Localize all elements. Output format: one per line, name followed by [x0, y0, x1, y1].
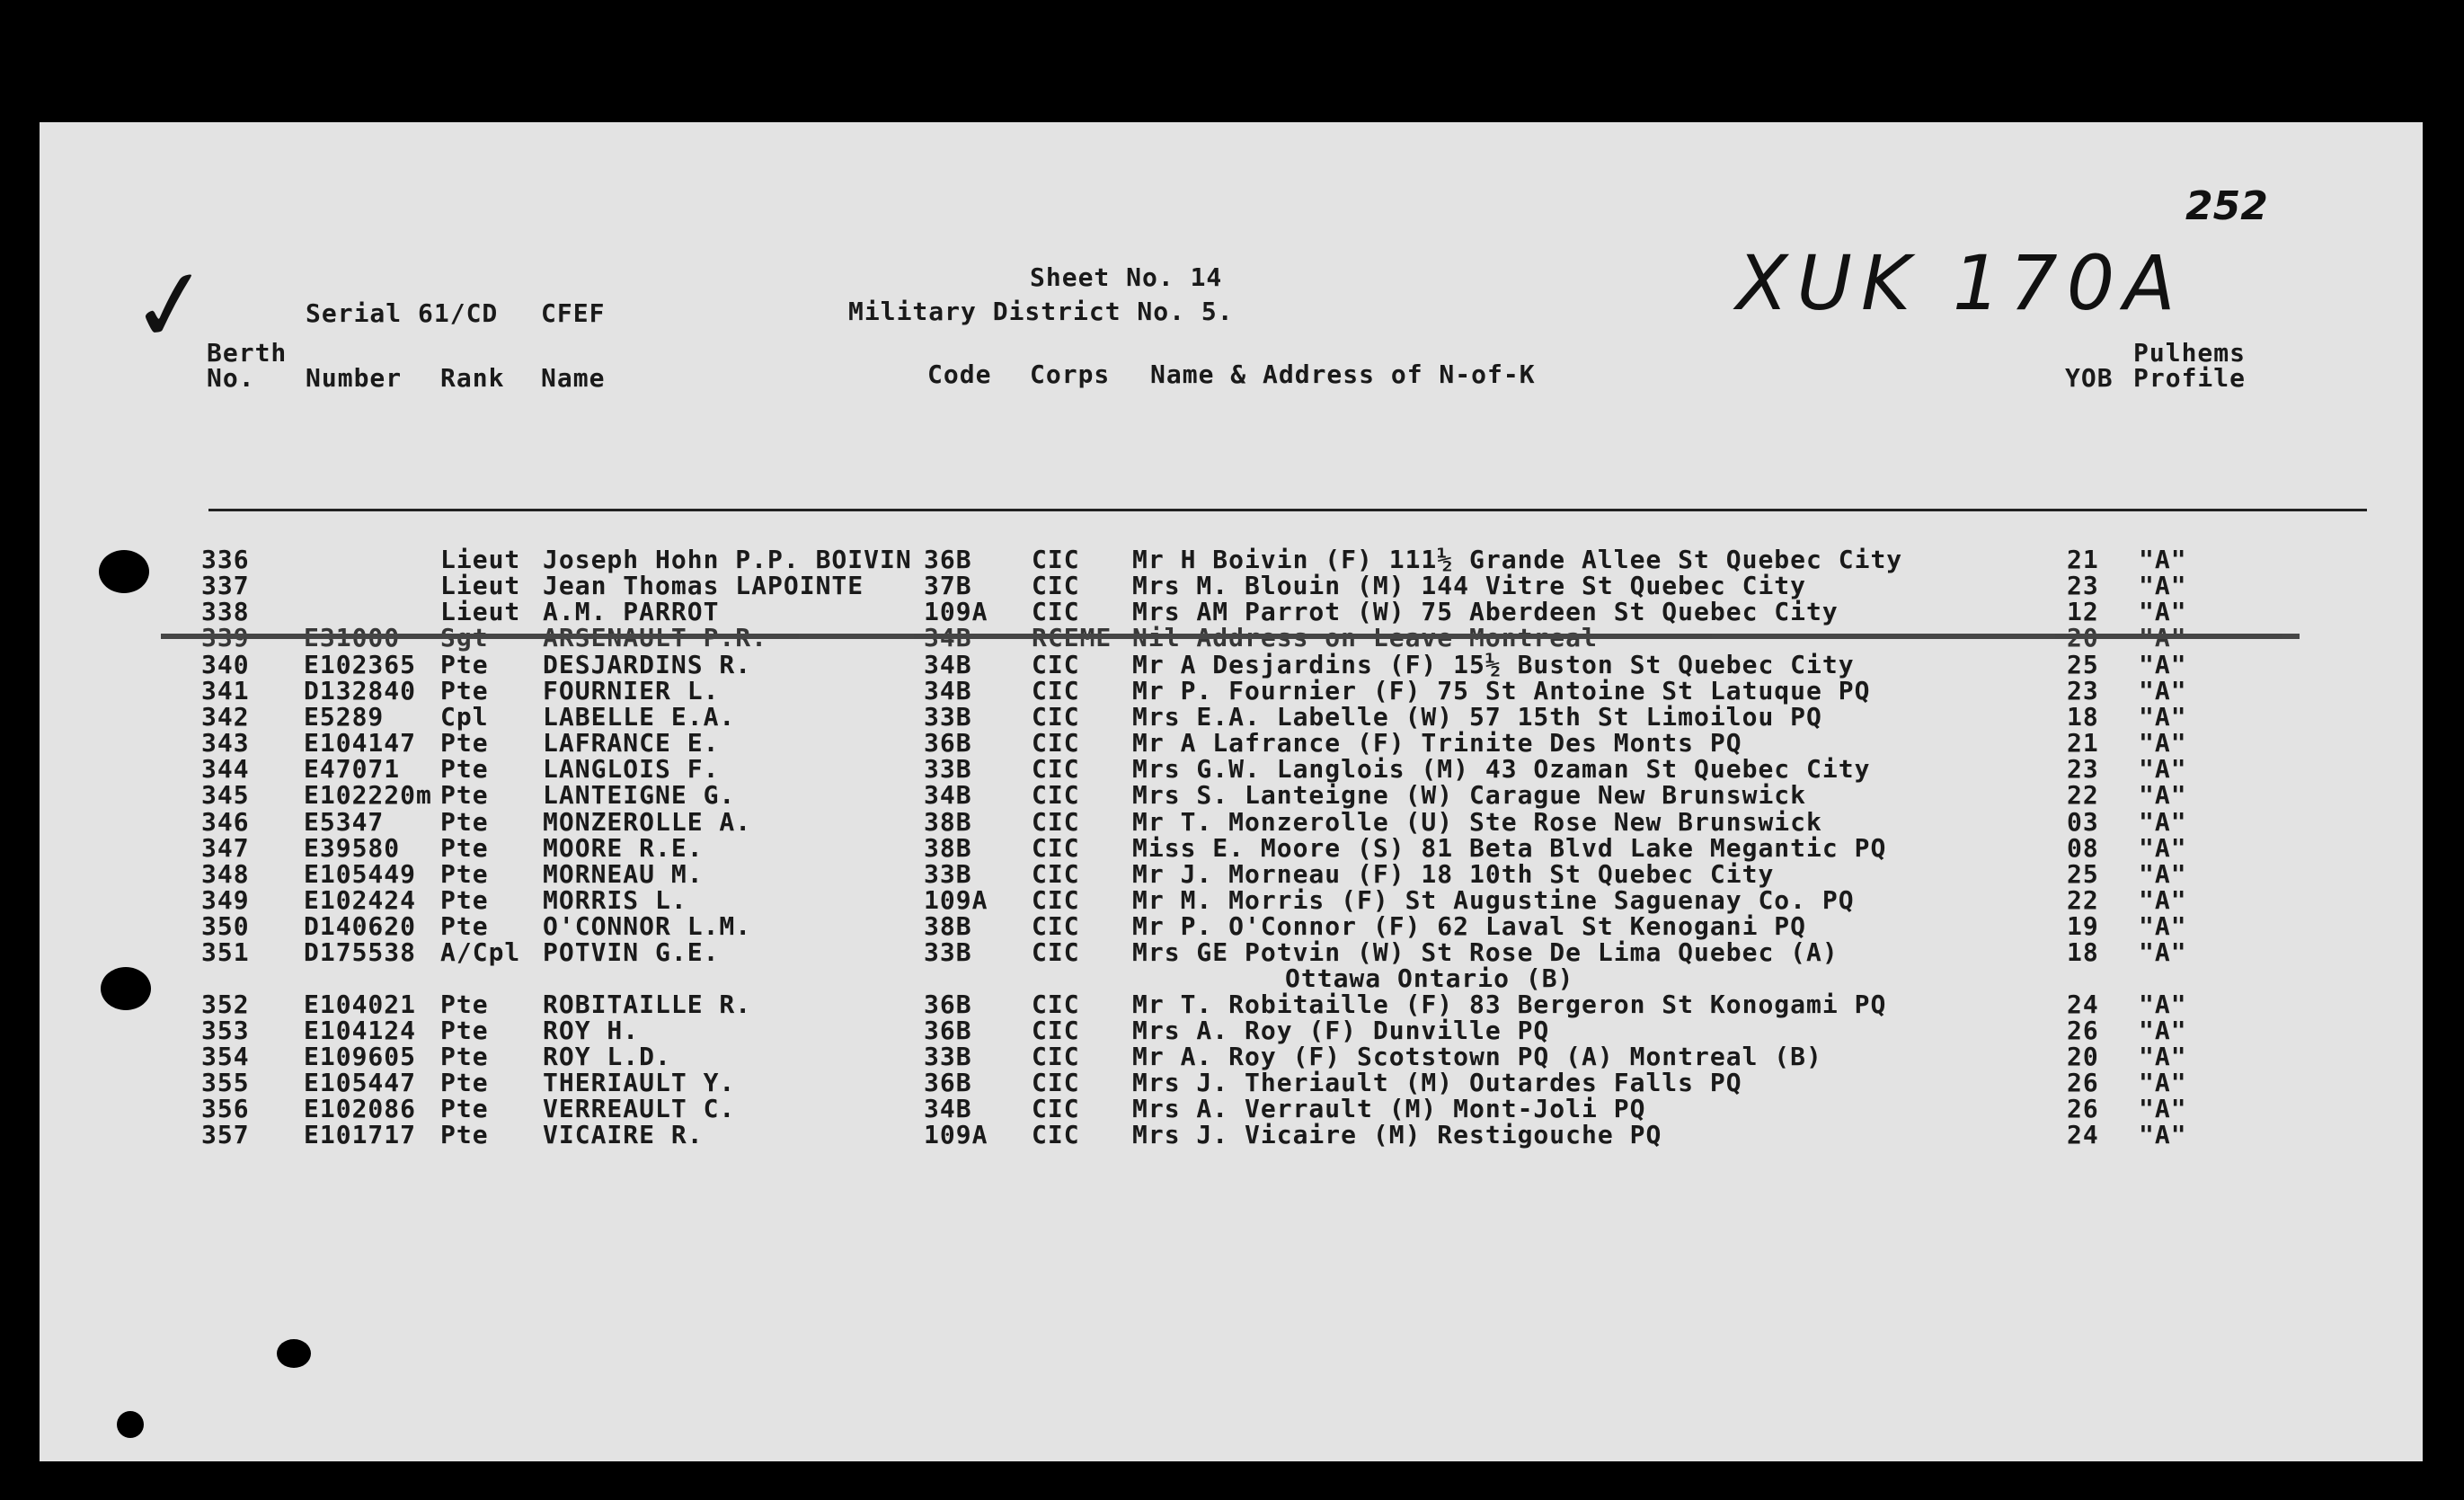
sheet-number: Sheet No. 14: [1030, 262, 1223, 292]
cell-name: ROBITAILLE R.: [543, 990, 752, 1019]
document-sheet: [40, 122, 2423, 1461]
col-pulhems-header-line2: Profile: [2133, 363, 2247, 393]
col-yob-header: YOB: [2065, 363, 2114, 393]
cell-berth: 346: [201, 807, 250, 837]
cell-berth: 348: [201, 859, 250, 889]
cell-corps: CIC: [1032, 571, 1080, 600]
col-berth-header-line1: Berth: [207, 338, 288, 368]
cell-name: VICAIRE R.: [543, 1120, 704, 1149]
cell-name: LABELLE E.A.: [543, 702, 736, 732]
cell-nok: Mr A Desjardins (F) 15½ Buston St Quebec City: [1132, 650, 1855, 679]
cell-code: 34B: [924, 676, 972, 706]
cell-corps: CIC: [1032, 650, 1080, 679]
cell-corps: CIC: [1032, 937, 1080, 967]
punch-hole-lower: [101, 967, 151, 1010]
cell-name: ROY H.: [543, 1016, 640, 1045]
cell-name: MONZEROLLE A.: [543, 807, 752, 837]
cell-number: E104147: [304, 728, 417, 758]
cell-nok: Mr H Boivin (F) 111½ Grande Allee St Quebec City: [1132, 545, 1903, 574]
military-district: Military District No. 5.: [848, 297, 1234, 326]
cell-berth: 341: [201, 676, 250, 706]
cell-code: 36B: [924, 1016, 972, 1045]
cell-nok: Mrs A. Verrault (M) Mont-Joli PQ: [1132, 1094, 1646, 1123]
cell-nok: Miss E. Moore (S) 81 Beta Blvd Lake Megantic PQ: [1132, 833, 1887, 863]
cell-code: 38B: [924, 807, 972, 837]
cell-code: 36B: [924, 1068, 972, 1097]
cell-profile: "A": [2139, 728, 2187, 758]
cell-number: E5347: [304, 807, 385, 837]
cell-profile: "A": [2139, 1094, 2187, 1123]
cell-corps: CIC: [1032, 859, 1080, 889]
cell-berth: 342: [201, 702, 250, 732]
cell-rank: Pte: [440, 728, 489, 758]
cell-code: 34B: [924, 650, 972, 679]
cell-code: 36B: [924, 990, 972, 1019]
cell-rank: Pte: [440, 780, 489, 810]
cell-nok: Mrs S. Lanteigne (W) Carague New Brunswick: [1132, 780, 1807, 810]
table-row: [40, 702, 2423, 732]
cell-rank: Pte: [440, 1094, 489, 1123]
col-rank-header: Rank: [440, 363, 505, 393]
cell-name: LANTEIGNE G.: [543, 780, 736, 810]
cell-rank: Pte: [440, 911, 489, 941]
cell-code: 38B: [924, 833, 972, 863]
cell-rank: Pte: [440, 990, 489, 1019]
table-row: [40, 597, 2423, 624]
cell-number: D132840: [304, 676, 417, 706]
cell-corps: CIC: [1032, 911, 1080, 941]
cell-nok: Mrs M. Blouin (M) 144 Vitre St Quebec City: [1132, 571, 1807, 600]
cell-name: LAFRANCE E.: [543, 728, 720, 758]
cell-code: 109A: [924, 1120, 988, 1149]
col-nok-header: Name & Address of N-of-K: [1150, 359, 1536, 389]
cell-yob: 12: [2067, 597, 2099, 626]
cell-name: FOURNIER L.: [543, 676, 720, 706]
cell-profile: "A": [2139, 807, 2187, 837]
table-row: [40, 937, 2423, 993]
cell-berth: 353: [201, 1016, 250, 1045]
table-row: [40, 676, 2423, 706]
cell-profile: "A": [2139, 859, 2187, 889]
cell-rank: Pte: [440, 650, 489, 679]
cell-number: E5289: [304, 702, 385, 732]
cell-nok: Mrs J. Vicaire (M) Restigouche PQ: [1132, 1120, 1662, 1149]
cell-berth: 350: [201, 911, 250, 941]
cell-number: E102220m: [304, 780, 432, 810]
cell-profile: "A": [2139, 754, 2187, 784]
cell-nok: Mrs A. Roy (F) Dunville PQ: [1132, 1016, 1550, 1045]
table-row: [40, 1068, 2423, 1095]
cell-rank: Pte: [440, 676, 489, 706]
cell-number: D140620: [304, 911, 417, 941]
cell-profile: "A": [2139, 545, 2187, 574]
cell-yob: 23: [2067, 754, 2099, 784]
cell-berth: 338: [201, 597, 250, 626]
cell-nok: Mr T. Robitaille (F) 83 Bergeron St Konogami PQ: [1132, 990, 1887, 1019]
cell-corps: CIC: [1032, 676, 1080, 706]
cell-code: 33B: [924, 859, 972, 889]
cell-berth: 337: [201, 571, 250, 600]
cell-nok: Mr M. Morris (F) St Augustine Saguenay Co. PQ: [1132, 885, 1855, 915]
cell-yob: 22: [2067, 885, 2099, 915]
cell-corps: CIC: [1032, 754, 1080, 784]
cell-corps: CIC: [1032, 1120, 1080, 1149]
cell-yob: 20: [2067, 1042, 2099, 1071]
cell-nok-line2: Ottawa Ontario (B): [1285, 963, 1574, 993]
cell-name: MORNEAU M.: [543, 859, 704, 889]
cell-number: E39580: [304, 833, 401, 863]
cell-yob: 21: [2067, 728, 2099, 758]
header-rule: [208, 509, 2367, 511]
cell-number: E101717: [304, 1120, 417, 1149]
cell-name: THERIAULT Y.: [543, 1068, 736, 1097]
cell-yob: 18: [2067, 702, 2099, 732]
cell-nok: Mr T. Monzerolle (U) Ste Rose New Brunswick: [1132, 807, 1822, 837]
cell-rank: Pte: [440, 1016, 489, 1045]
cell-name: Joseph Hohn P.P. BOIVIN: [543, 545, 912, 574]
col-corps-header: Corps: [1030, 359, 1111, 389]
cell-yob: 24: [2067, 1120, 2099, 1149]
speck: [117, 1411, 144, 1438]
cell-number: E105449: [304, 859, 417, 889]
cell-corps: CIC: [1032, 807, 1080, 837]
cell-number: E104021: [304, 990, 417, 1019]
col-berth-header-line2: No.: [207, 363, 255, 393]
cell-profile: "A": [2139, 990, 2187, 1019]
cell-rank: Lieut: [440, 571, 521, 600]
cell-nok: Mr A. Roy (F) Scotstown PQ (A) Montreal (B): [1132, 1042, 1822, 1071]
cell-profile: "A": [2139, 780, 2187, 810]
cell-corps: CIC: [1032, 1094, 1080, 1123]
cell-corps: CIC: [1032, 885, 1080, 915]
cell-name: DESJARDINS R.: [543, 650, 752, 679]
cell-nok: Mrs GE Potvin (W) St Rose De Lima Quebec (A): [1132, 937, 1839, 967]
table-row: [40, 807, 2423, 837]
cell-yob: 26: [2067, 1068, 2099, 1097]
cell-rank: Lieut: [440, 545, 521, 574]
cell-profile: "A": [2139, 650, 2187, 679]
cell-berth: 355: [201, 1068, 250, 1097]
cell-profile: "A": [2139, 702, 2187, 732]
cell-code: 34B: [924, 780, 972, 810]
cell-berth: 356: [201, 1094, 250, 1123]
cell-code: 33B: [924, 702, 972, 732]
speck: [277, 1339, 311, 1368]
strikethrough-line: [161, 634, 2300, 639]
cell-berth: 349: [201, 885, 250, 915]
table-row: [40, 833, 2423, 863]
cell-corps: CIC: [1032, 780, 1080, 810]
col-code-header: Code: [927, 359, 992, 389]
table-row: [40, 623, 2423, 650]
cell-yob: 03: [2067, 807, 2099, 837]
table-row: [40, 728, 2423, 758]
cell-yob: 24: [2067, 990, 2099, 1019]
col-number-header: Number: [306, 363, 403, 393]
cell-number: D175538: [304, 937, 417, 967]
cell-nok: Mr A Lafrance (F) Trinite Des Monts PQ: [1132, 728, 1742, 758]
cell-corps: CIC: [1032, 1042, 1080, 1071]
cell-number: E104124: [304, 1016, 417, 1045]
cell-number: E102424: [304, 885, 417, 915]
cell-profile: "A": [2139, 1042, 2187, 1071]
table-row: [40, 754, 2423, 784]
cell-rank: Pte: [440, 1120, 489, 1149]
cell-corps: CIC: [1032, 597, 1080, 626]
cell-rank: A/Cpl: [440, 937, 521, 967]
cell-name: MOORE R.E.: [543, 833, 704, 863]
cell-corps: CIC: [1032, 728, 1080, 758]
cell-profile: "A": [2139, 937, 2187, 967]
cell-number: E102365: [304, 650, 417, 679]
table-row: [40, 571, 2423, 598]
table-row: [40, 990, 2423, 1019]
cell-nok: Mr P. Fournier (F) 75 St Antoine St Latuque PQ: [1132, 676, 1871, 706]
cell-corps: CIC: [1032, 702, 1080, 732]
cell-code: 36B: [924, 545, 972, 574]
cell-code: 109A: [924, 885, 988, 915]
cell-corps: CIC: [1032, 1016, 1080, 1045]
cell-berth: 336: [201, 545, 250, 574]
cell-rank: Pte: [440, 1042, 489, 1071]
cell-yob: 08: [2067, 833, 2099, 863]
cell-yob: 25: [2067, 859, 2099, 889]
cell-name: POTVIN G.E.: [543, 937, 720, 967]
table-row: [40, 1120, 2423, 1147]
cell-code: 34B: [924, 1094, 972, 1123]
cell-name: LANGLOIS F.: [543, 754, 720, 784]
cell-corps: CIC: [1032, 990, 1080, 1019]
cell-number: E102086: [304, 1094, 417, 1123]
cell-yob: 19: [2067, 911, 2099, 941]
unit-label: CFEF: [541, 298, 606, 328]
cell-profile: "A": [2139, 833, 2187, 863]
table-row: [40, 545, 2423, 572]
table-row: [40, 1042, 2423, 1069]
cell-rank: Pte: [440, 885, 489, 915]
cell-nok: Mrs J. Theriault (M) Outardes Falls PQ: [1132, 1068, 1742, 1097]
cell-yob: 21: [2067, 545, 2099, 574]
cell-corps: CIC: [1032, 833, 1080, 863]
cell-profile: "A": [2139, 885, 2187, 915]
cell-name: MORRIS L.: [543, 885, 687, 915]
cell-rank: Pte: [440, 859, 489, 889]
cell-rank: Pte: [440, 807, 489, 837]
table-row: [40, 1016, 2423, 1043]
cell-profile: "A": [2139, 676, 2187, 706]
cell-berth: 354: [201, 1042, 250, 1071]
table-row: [40, 911, 2423, 941]
punch-hole-upper: [99, 550, 149, 593]
cell-nok: Mr P. O'Connor (F) 62 Laval St Kenogani PQ: [1132, 911, 1807, 941]
cell-name: A.M. PARROT: [543, 597, 720, 626]
cell-berth: 343: [201, 728, 250, 758]
serial-label: Serial 61/CD: [306, 298, 499, 328]
cell-name: O'CONNOR L.M.: [543, 911, 752, 941]
cell-number: E109605: [304, 1042, 417, 1071]
cell-code: 36B: [924, 728, 972, 758]
cell-berth: 345: [201, 780, 250, 810]
cell-yob: 25: [2067, 650, 2099, 679]
cell-number: E105447: [304, 1068, 417, 1097]
cell-berth: 340: [201, 650, 250, 679]
table-row: [40, 1094, 2423, 1121]
cell-profile: "A": [2139, 911, 2187, 941]
cell-code: 109A: [924, 597, 988, 626]
cell-berth: 352: [201, 990, 250, 1019]
cell-rank: Cpl: [440, 702, 489, 732]
check-mark: ✓: [121, 243, 220, 368]
cell-rank: Lieut: [440, 597, 521, 626]
cell-nok: Mrs AM Parrot (W) 75 Aberdeen St Quebec City: [1132, 597, 1839, 626]
cell-name: Jean Thomas LAPOINTE: [543, 571, 864, 600]
cell-yob: 26: [2067, 1094, 2099, 1123]
cell-nok: Mrs G.W. Langlois (M) 43 Ozaman St Quebec City: [1132, 754, 1871, 784]
cell-code: 38B: [924, 911, 972, 941]
cell-berth: 351: [201, 937, 250, 967]
cell-rank: Pte: [440, 754, 489, 784]
cell-corps: CIC: [1032, 1068, 1080, 1097]
table-row: [40, 650, 2423, 677]
cell-profile: "A": [2139, 597, 2187, 626]
cell-number: E47071: [304, 754, 401, 784]
cell-yob: 23: [2067, 676, 2099, 706]
cell-profile: "A": [2139, 571, 2187, 600]
cell-yob: 26: [2067, 1016, 2099, 1045]
cell-code: 37B: [924, 571, 972, 600]
cell-yob: 18: [2067, 937, 2099, 967]
cell-berth: 347: [201, 833, 250, 863]
cell-yob: 23: [2067, 571, 2099, 600]
table-row: [40, 885, 2423, 915]
cell-berth: 344: [201, 754, 250, 784]
cell-berth: 357: [201, 1120, 250, 1149]
cell-code: 33B: [924, 1042, 972, 1071]
table-row: [40, 780, 2423, 810]
cell-name: VERREAULT C.: [543, 1094, 736, 1123]
cell-rank: Pte: [440, 833, 489, 863]
handwritten-reference: XUK 170A: [1736, 239, 2185, 327]
cell-code: 33B: [924, 937, 972, 967]
cell-yob: 22: [2067, 780, 2099, 810]
col-pulhems-header-line1: Pulhems: [2133, 338, 2247, 368]
page-number: 252: [2185, 183, 2268, 229]
col-name-header: Name: [541, 363, 606, 393]
cell-rank: Pte: [440, 1068, 489, 1097]
cell-nok: Mrs E.A. Labelle (W) 57 15th St Limoilou PQ: [1132, 702, 1822, 732]
cell-profile: "A": [2139, 1120, 2187, 1149]
cell-profile: "A": [2139, 1016, 2187, 1045]
cell-name: ROY L.D.: [543, 1042, 671, 1071]
cell-profile: "A": [2139, 1068, 2187, 1097]
cell-code: 33B: [924, 754, 972, 784]
table-row: [40, 859, 2423, 889]
cell-corps: CIC: [1032, 545, 1080, 574]
cell-nok: Mr J. Morneau (F) 18 10th St Quebec City: [1132, 859, 1775, 889]
